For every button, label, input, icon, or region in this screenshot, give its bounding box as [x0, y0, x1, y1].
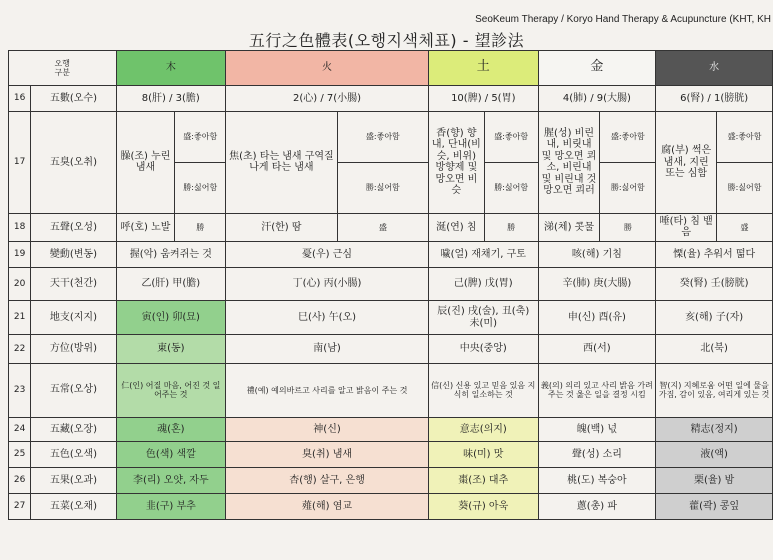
cell-wood: 魂(혼): [116, 417, 226, 441]
row-number: 17: [9, 111, 31, 213]
cell-wood-good: 盛:좋아함: [175, 111, 226, 162]
row-number: 19: [9, 242, 31, 268]
cell-metal: 義(의) 의리 있고 사리 밝음 가려주는 것 옳은 일을 결정 시킴: [538, 363, 656, 417]
cell-earth-good: 盛:좋아함: [484, 111, 538, 162]
cell-fire-good: 盛:좋아함: [337, 111, 428, 162]
cell-fire: 禮(예) 예의바르고 사리를 알고 밝음이 주는 것: [226, 363, 429, 417]
cell-metal: 辛(肺) 庚(大腸): [538, 268, 656, 301]
cell-water: 藿(곽) 콩잎: [656, 493, 773, 519]
cell-earth: 涎(연) 침: [428, 213, 484, 241]
cell-water-good: 盛:좋아함: [717, 111, 773, 162]
cell-earth: 棗(조) 대추: [428, 467, 538, 493]
header-metal: 金: [538, 51, 656, 86]
row-label: 五果(오과): [31, 467, 116, 493]
cell-earth: 辰(진) 戌(술), 丑(축) 未(미): [428, 300, 538, 335]
five-elements-table: [8, 50, 773, 520]
cell-wood-side: 勝: [175, 213, 226, 241]
cell-earth: 味(미) 맛: [428, 441, 538, 467]
cell-earth-bad: 勝:싫어함: [484, 162, 538, 213]
cell-earth: 己(脾) 戊(胃): [428, 268, 538, 301]
cell-wood: 臊(조) 누린 냄새: [116, 111, 175, 213]
cell-wood: 乙(肝) 甲(膽): [116, 268, 226, 301]
table-row: [9, 467, 773, 493]
table-row: [9, 300, 773, 335]
row-label: 五聲(오성): [31, 213, 116, 241]
cell-metal: 西(서): [538, 335, 656, 363]
cell-fire-bad: 勝:싫어함: [337, 162, 428, 213]
cell-metal: 咳(해) 기침: [538, 242, 656, 268]
row-number: 25: [9, 441, 31, 467]
cell-water: 慄(율) 추워서 떪다: [656, 242, 773, 268]
cell-wood: 色(색) 색깔: [116, 441, 226, 467]
cell-fire-side: 盛: [337, 213, 428, 241]
cell-earth: 香(향) 향내, 단내(비슷, 비위) 방향제 및 망오면 비슷: [428, 111, 484, 213]
row-label: 五臭(오취): [31, 111, 116, 213]
cell-wood: 李(리) 오얏, 자두: [116, 467, 226, 493]
cell-earth: 噦(얼) 재채기, 구토: [428, 242, 538, 268]
row-number: 21: [9, 300, 31, 335]
cell-water: 液(액): [656, 441, 773, 467]
table-row: [9, 493, 773, 519]
cell-water: 精志(정지): [656, 417, 773, 441]
row-number: 24: [9, 417, 31, 441]
header-row: [9, 51, 773, 86]
cell-fire: 汗(한) 땀: [226, 213, 338, 241]
cell-wood: 東(동): [116, 335, 226, 363]
table-row: [9, 268, 773, 301]
row-label: 方位(방위): [31, 335, 116, 363]
cell-water: 栗(율) 밤: [656, 467, 773, 493]
cell-metal-good: 盛:좋아함: [600, 111, 656, 162]
row-label: 五菜(오채): [31, 493, 116, 519]
cell-metal: 聲(성) 소리: [538, 441, 656, 467]
cell-wood: 韭(구) 부추: [116, 493, 226, 519]
row-label: 五常(오상): [31, 363, 116, 417]
header-gubun-cell: [9, 51, 117, 86]
table-row: [9, 242, 773, 268]
row-number: 20: [9, 268, 31, 301]
table-row: [9, 363, 773, 417]
cell-wood-bad: 勝:싫어함: [175, 162, 226, 213]
cell-earth: 10(脾) / 5(胃): [428, 85, 538, 111]
row-label: 天干(천간): [31, 268, 116, 301]
cell-earth: 信(신) 신용 있고 믿음 있음 지식히 일소하는 것: [428, 363, 538, 417]
cell-wood: 握(악) 움켜쥐는 것: [116, 242, 226, 268]
cell-metal: 蔥(총) 파: [538, 493, 656, 519]
cell-fire: 杏(행) 살구, 은행: [226, 467, 429, 493]
cell-water-bad: 勝:싫어함: [717, 162, 773, 213]
cell-fire: 神(신): [226, 417, 429, 441]
cell-wood: 8(肝) / 3(膽): [116, 85, 226, 111]
cell-fire: 2(心) / 7(小腸): [226, 85, 429, 111]
row-number: 23: [9, 363, 31, 417]
table-row: [9, 335, 773, 363]
header-credit: SeoKeum Therapy / Koryo Hand Therapy & Acupuncture (KHT, KH: [475, 14, 771, 25]
cell-fire: 憂(우) 근심: [226, 242, 429, 268]
cell-fire: 南(남): [226, 335, 429, 363]
row-number: 26: [9, 467, 31, 493]
cell-water: 亥(해) 子(자): [656, 300, 773, 335]
cell-fire: 巳(사) 午(오): [226, 300, 429, 335]
cell-earth: 中央(중앙): [428, 335, 538, 363]
cell-metal-bad: 勝:싫어함: [600, 162, 656, 213]
cell-water: 癸(腎) 壬(膀胱): [656, 268, 773, 301]
table-row: [9, 441, 773, 467]
cell-metal: 涕(체) 콧물: [538, 213, 600, 241]
cell-metal-side: 勝: [600, 213, 656, 241]
cell-metal: 腥(성) 비린내, 비릿내 및 망오면 쾨소, 비린내 및 비린내 것 망오면 쾨러: [538, 111, 600, 213]
cell-fire: 臭(취) 냄새: [226, 441, 429, 467]
cell-wood: 仁(인) 어질 마음, 어진 것 일어주는 것: [116, 363, 226, 417]
cell-fire: 薤(해) 염교: [226, 493, 429, 519]
header-earth: 土: [428, 51, 538, 86]
cell-water: 北(북): [656, 335, 773, 363]
cell-wood: 呼(호) 노발: [116, 213, 175, 241]
table-row: [9, 213, 773, 241]
header-fire: 火: [226, 51, 429, 86]
cell-metal: 桃(도) 복숭아: [538, 467, 656, 493]
table-row: [9, 85, 773, 111]
row-label: 五數(오수): [31, 85, 116, 111]
row-number: 27: [9, 493, 31, 519]
row-number: 18: [9, 213, 31, 241]
cell-earth: 意志(의지): [428, 417, 538, 441]
row-number: 16: [9, 85, 31, 111]
cell-fire: 丁(心) 丙(小腸): [226, 268, 429, 301]
row-label: 地支(지지): [31, 300, 116, 335]
cell-earth: 葵(규) 아욱: [428, 493, 538, 519]
cell-earth-side: 勝: [484, 213, 538, 241]
table-row: [9, 417, 773, 441]
cell-water: 6(腎) / 1(膀胱): [656, 85, 773, 111]
cell-water: 智(지) 지혜로움 어떤 일에 물을 가짐, 감이 있음, 여리게 있는 것: [656, 363, 773, 417]
header-water: 水: [656, 51, 773, 86]
cell-wood: 寅(인) 卯(묘): [116, 300, 226, 335]
cell-metal: 4(肺) / 9(大腸): [538, 85, 656, 111]
cell-water-side: 盛: [717, 213, 773, 241]
cell-metal: 魄(백) 넋: [538, 417, 656, 441]
row-label: 五藏(오장): [31, 417, 116, 441]
header-wood: 木: [116, 51, 226, 86]
page-title: 五行之色體表(오행지색체표) - 望診法: [248, 31, 525, 50]
cell-water: 唾(타) 침 뱉음: [656, 213, 717, 241]
cell-fire: 焦(초) 타는 냄새 구역질나게 타는 냄새: [226, 111, 338, 213]
header-gubun: 구분: [54, 67, 70, 77]
row-label: 變動(변동): [31, 242, 116, 268]
cell-water: 腐(부) 썩은 냄새, 지린 또는 심함: [656, 111, 717, 213]
table-row: [9, 111, 773, 162]
row-label: 五色(오색): [31, 441, 116, 467]
row-number: 22: [9, 335, 31, 363]
cell-metal: 申(신) 酉(유): [538, 300, 656, 335]
header-ohaeng: 오행: [54, 58, 70, 68]
